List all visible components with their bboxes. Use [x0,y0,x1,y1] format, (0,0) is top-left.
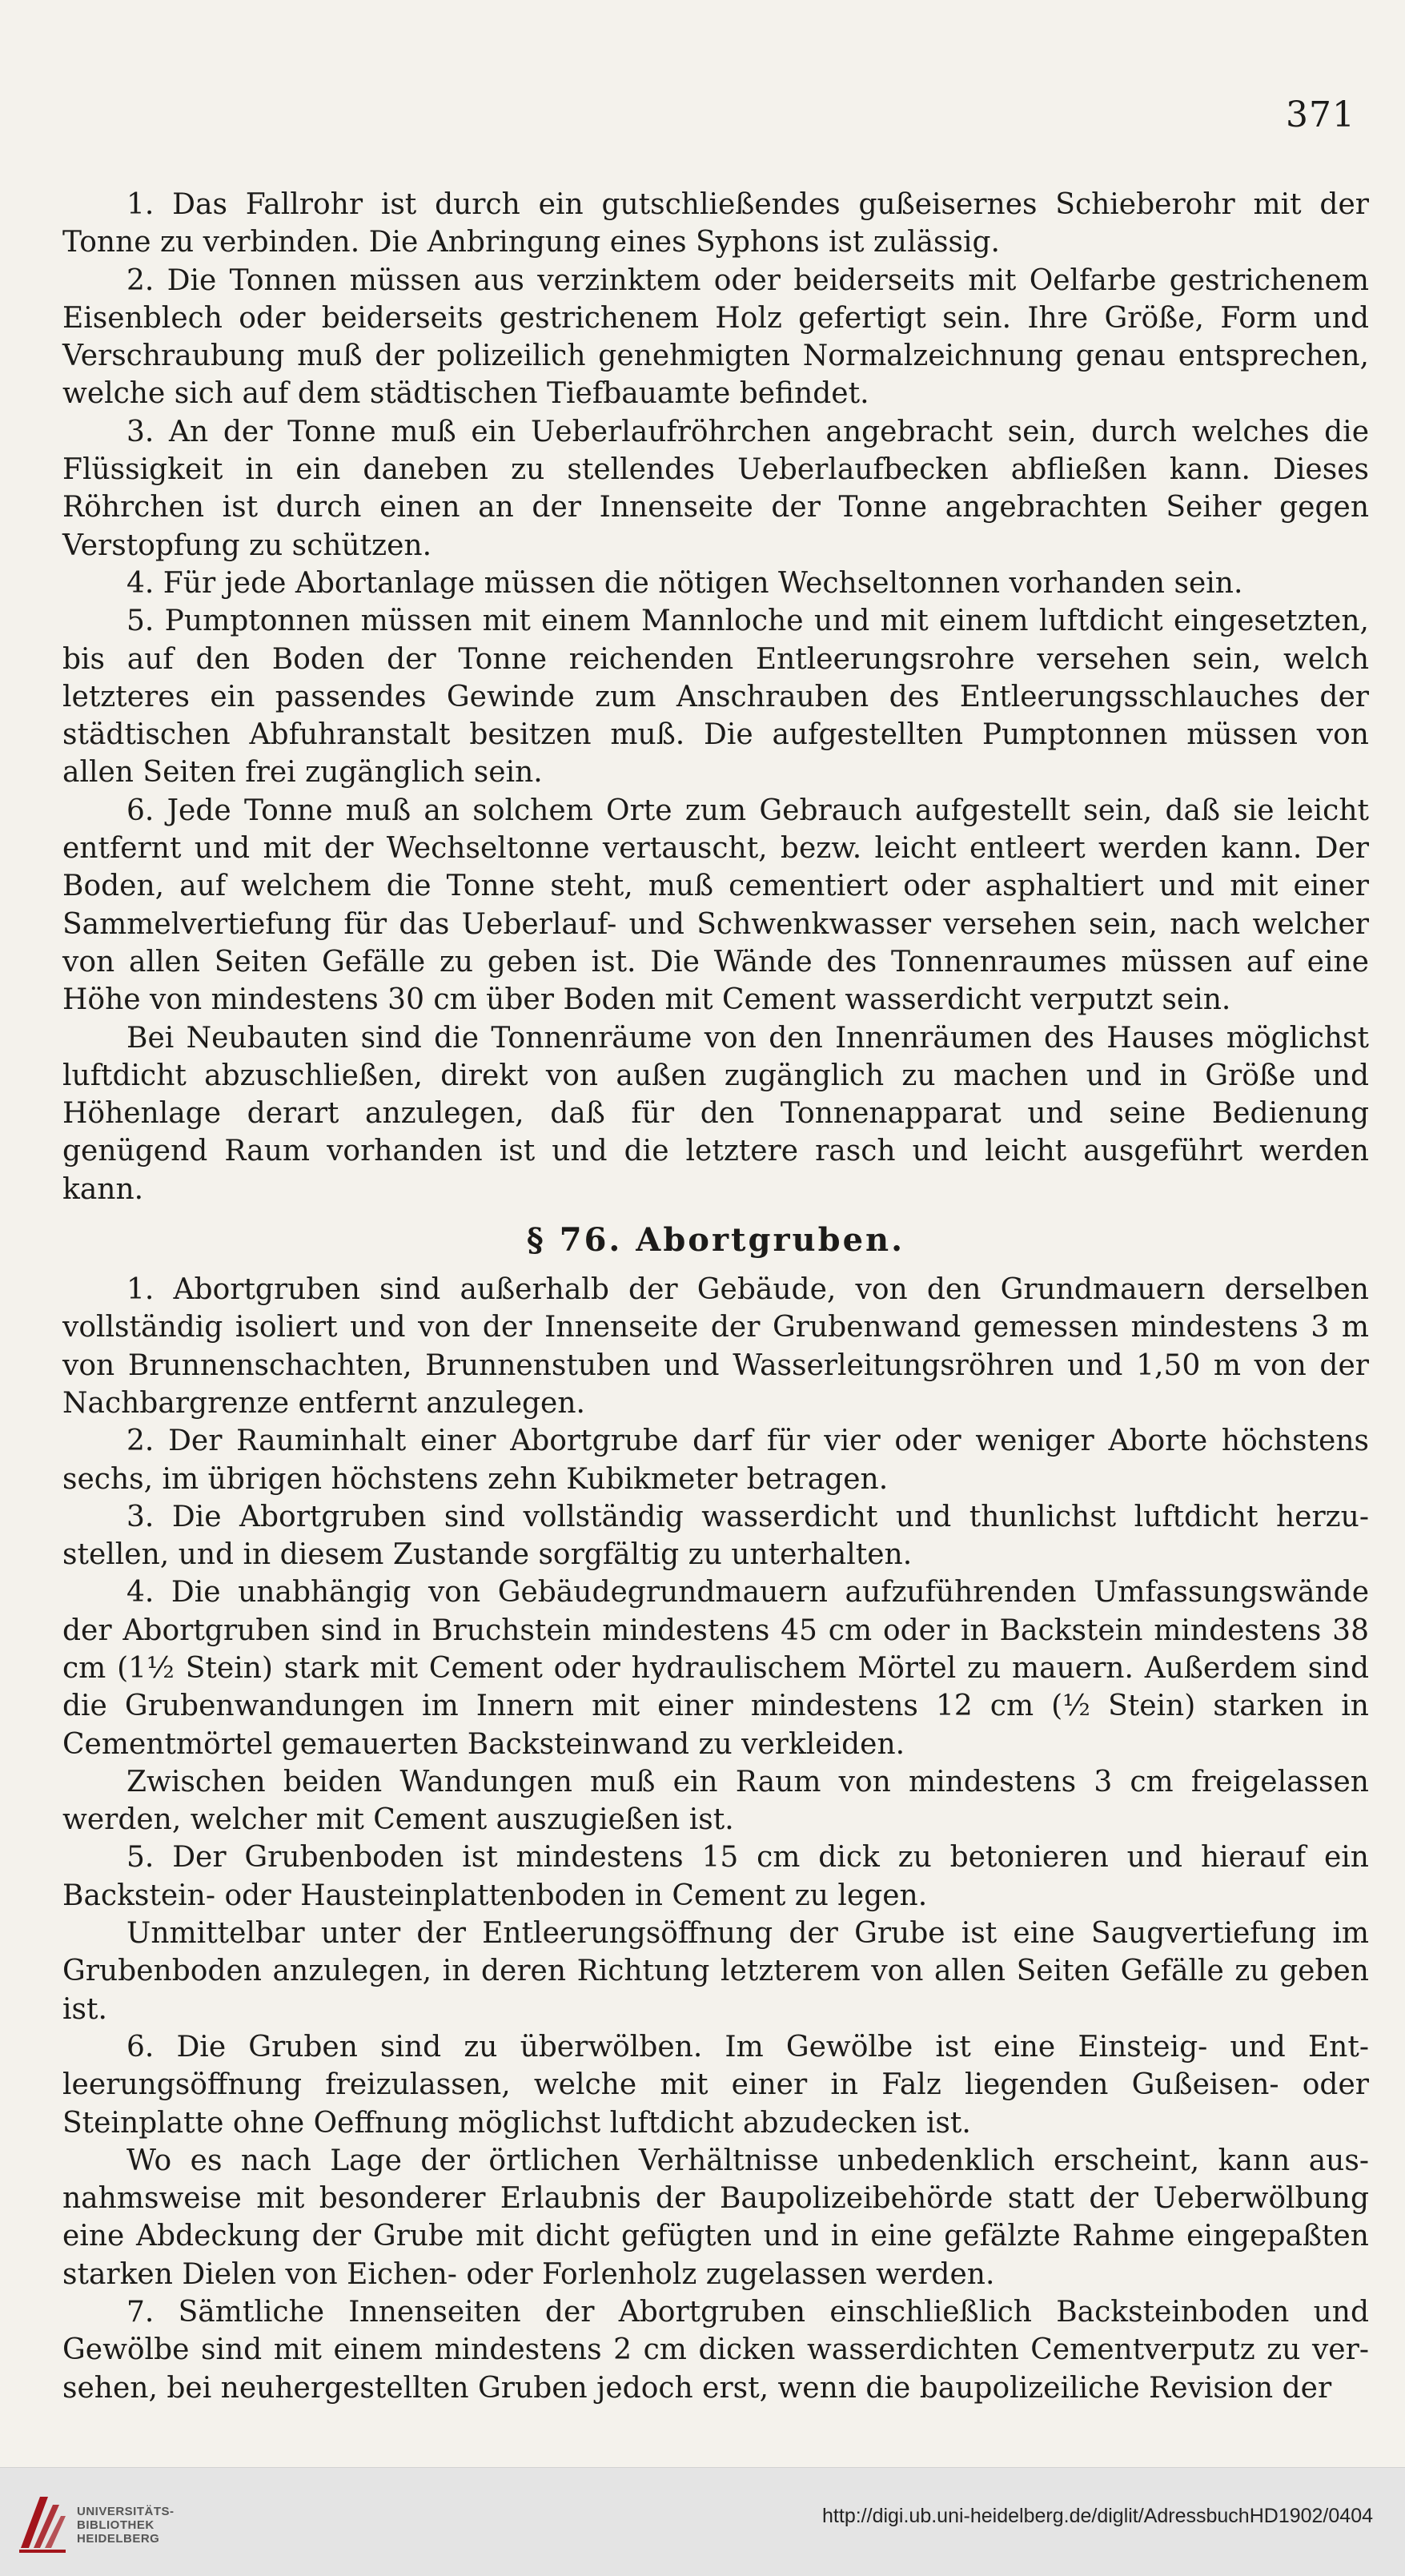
paragraph: Unmittelbar unter der Entleerungsöffnung der Grube ist eine Saugvertiefung im Grubenboden anzulegen, in deren Richtung letzterem von allen Seiten Gefälle zu geben ist. [62,1917,1369,2026]
source-url-link[interactable]: http://digi.ub.uni-heidelberg.de/diglit/AdressbuchHD1902/0404 [822,2505,1373,2527]
university-seal-icon [16,2489,69,2556]
paragraph: Wo es nach Lage der örtlichen Verhältnisse unbedenklich erscheint, kann ausnahmsweise mit besonderer Erlaubnis der Baupolizeibehörde statt der Ueberwölbung eine Abdeckung der Grube mit dicht gefügten und in eine gefälzte Rahme eingepaßten starken Dielen von Eichen- oder Forlenholz zugelassen werden. [62,2144,1369,2291]
paragraph: Bei Neubauten sind die Tonnenräume von den Innenräumen des Hauses möglichst luftdicht abzuschließen, direkt von außen zugänglich zu machen und in Größe und Höhenlage derart anzulegen, daß für den Tonnenapparat und seine Bedienung genügend Raum vorhanden ist und die letztere rasch und leicht ausgeführt werden kann. [62,1021,1369,1206]
paragraph: 7. Sämtliche Innenseiten der Abortgruben einschließlich Backsteinboden und Gewölbe sind mit einem mindestens 2 cm dicken wasserdichten Cementverputz zu versehen, bei neuhergestellten Gruben jedoch erst, wenn die baupolizeiliche Revision der [62,2296,1369,2405]
paragraph: 3. Die Abortgruben sind vollständig wasserdicht und thunlichst luftdicht herzustellen, und in diesem Zustande sorgfältig zu unterhalten. [62,1500,1369,1572]
paragraph: 5. Pumptonnen müssen mit einem Mannloche und mit einem luftdicht eingesetzten, bis auf den Boden der Tonne reichenden Entleerungsrohre versehen sein, welch letzteres ein passendes Gewinde zum Anschrauben des Entleerungsschlauches der städtischen Abfuhranstalt besitzen muß. Die aufgestellten Pumptonnen müssen von allen Seiten frei zugänglich sein. [62,605,1369,790]
paragraph: 1. Abortgruben sind außerhalb der Gebäude, von den Grundmauern derselben vollständig isoliert und von der Innenseite der Grubenwand gemessen mindestens 3 m von Brunnenschachten, Brunnenstuben und Wasserleitungsröhren und 1,50 m von der Nachbargrenze entfernt anzulegen. [62,1273,1369,1420]
page-body [62,186,1369,2407]
footer-bar [0,2467,1405,2576]
paragraph: Zwischen beiden Wandungen muß ein Raum von mindestens 3 cm freigelassen werden, welcher mit Cement auszugießen ist. [62,1765,1369,1837]
paragraph: 6. Die Gruben sind zu überwölben. Im Gewölbe ist eine Einsteig- und Entleerungsöffnung freizulassen, welche mit einer in Falz liegenden Gußeisen- oder Steinplatte ohne Oeffnung möglichst luftdicht abzudecken ist. [62,2030,1369,2140]
library-logo-text [77,2505,175,2546]
logo-line: UNIVERSITÄTS- [77,2505,175,2518]
paragraph: 5. Der Grubenboden ist mindestens 15 cm dick zu betonieren und hierauf ein Backstein- oder Hausteinplattenboden in Cement zu legen. [62,1841,1369,1912]
paragraph: 3. An der Tonne muß ein Ueberlaufröhrchen angebracht sein, durch welches die Flüssigkeit in ein daneben zu stellendes Ueberlaufbecken abfließen kann. Dieses Röhrchen ist durch einen an der Innenseite der Tonne angebrachten Seiher gegen Verstopfung zu schützen. [62,415,1369,562]
paragraph: 2. Der Rauminhalt einer Abortgrube darf für vier oder weniger Aborte höchstens sechs, im übrigen höchstens zehn Kubikmeter betragen. [62,1425,1369,1496]
logo-line: BIBLIOTHEK [77,2518,155,2532]
paragraph: 1. Das Fallrohr ist durch ein gutschließendes gußeisernes Schieberohr mit der Tonne zu verbinden. Die Anbringung eines Syphons ist zulässig. [62,188,1369,259]
section-heading: § 76. Abortgruben. [526,1221,905,1260]
paragraph: 4. Die unabhängig von Gebäudegrundmauern aufzuführenden Umfassungswände der Abortgruben sind in Bruchstein mindestens 45 cm oder in Backstein mindestens 38 cm (1½ Stein) stark mit Cement oder hydraulischem Mörtel zu mauern. Außerdem sind die Grubenwandungen im Innern mit einer mindestens 12 cm (½ Stein) starken in Cementmörtel gemauerten Backsteinwand zu verkleiden. [62,1576,1369,1761]
logo-line: HEIDELBERG [77,2532,160,2546]
paragraph: 4. Für jede Abortanlage müssen die nötigen Wechseltonnen vorhanden sein. [126,566,1243,600]
paragraph: 6. Jede Tonne muß an solchem Orte zum Gebrauch aufgestellt sein, daß sie leicht entfernt und mit der Wechseltonne vertauscht, bezw. leicht entleert werden kann. Der Boden, auf welchem die Tonne steht, muß cementiert oder asphaltiert und mit einer Sammelvertiefung für das Ueberlauf- und Schwenkwasser versehen sein, nach welcher von allen Seiten Gefälle zu geben ist. Die Wände des Tonnenraumes müssen auf eine Höhe von mindestens 30 cm über Boden mit Cement wasserdicht verputzt sein. [62,794,1369,1017]
paragraph: 2. Die Tonnen müssen aus verzinktem oder beiderseits mit Oelfarbe gestrichenem Eisenblech oder beiderseits gestrichenem Holz gefertigt sein. Ihre Größe, Form und Verschraubung muß der polizeilich genehmigten Normalzeichnung genau entsprechen, welche sich auf dem städtischen Tiefbauamte befindet. [62,263,1369,411]
page-number: 371 [1286,94,1355,135]
